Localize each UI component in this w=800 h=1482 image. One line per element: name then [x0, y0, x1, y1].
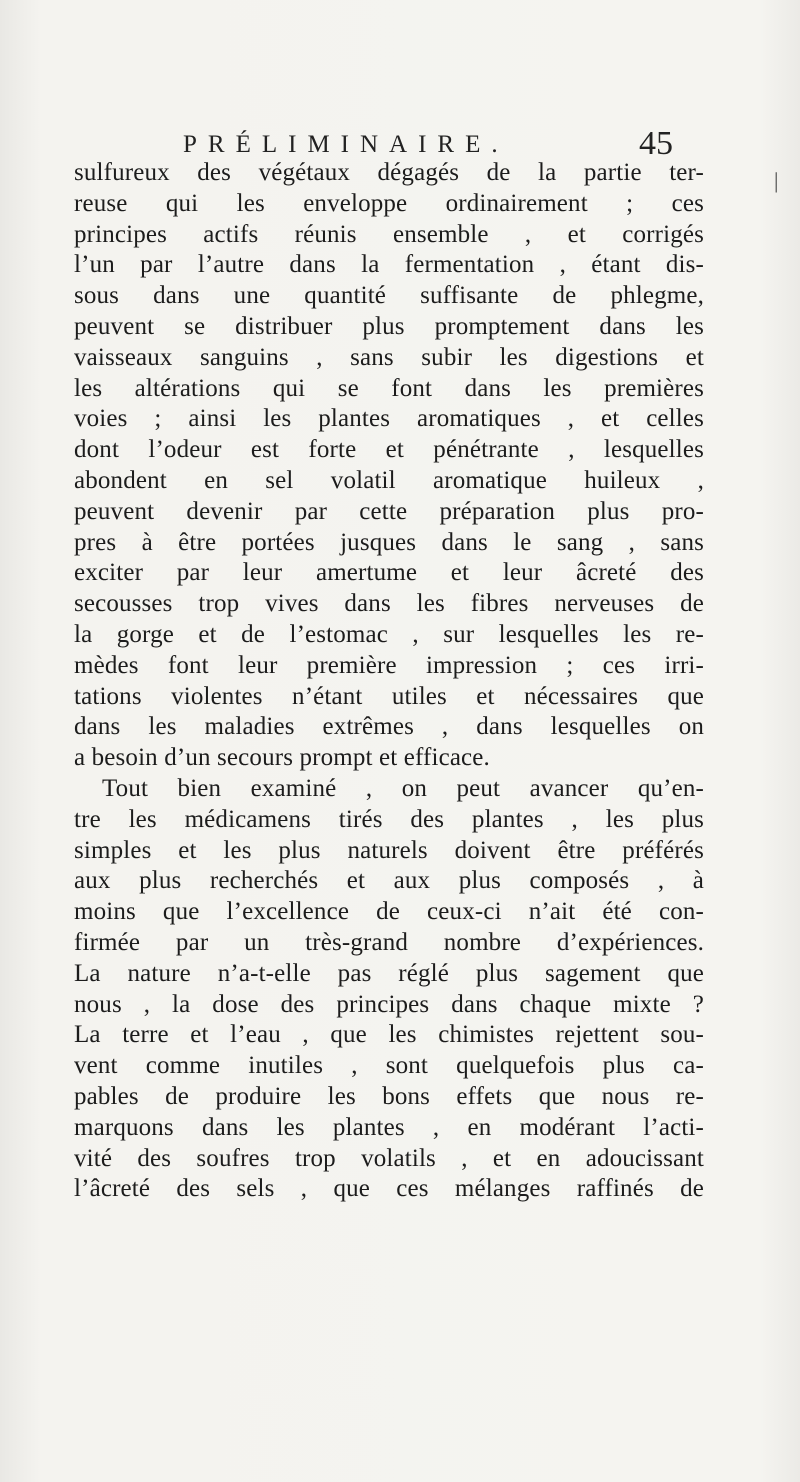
margin-mark: |	[774, 168, 779, 193]
text-line: abondent en sel volatil aromatique huileux ,	[74, 466, 704, 494]
paragraph-first-line: Tout bien examiné , on peut avancer qu’en-	[102, 774, 704, 802]
text-line: mèdes font leur première impression ; ces irri-	[74, 651, 704, 679]
text-line: sous dans une quantité suffisante de phlegme,	[74, 282, 704, 310]
text-line: tre les médicamens tirés des plantes , les plus	[74, 805, 704, 833]
text-line: principes actifs réunis ensemble , et corrigés	[74, 220, 704, 248]
text-line: dont l’odeur est forte et pénétrante , lesquelles	[74, 436, 704, 464]
text-line: sulfureux des végétaux dégagés de la partie ter-	[74, 159, 704, 186]
text-line: dans les maladies extrêmes , dans lesquelles on	[74, 713, 704, 741]
text-line: exciter par leur amertume et leur âcreté des	[74, 559, 704, 587]
text-line: aux plus recherchés et aux plus composés , à	[74, 867, 704, 895]
text-line: nous , la dose des principes dans chaque mixte ?	[74, 990, 704, 1018]
text-line: tations violentes n’étant utiles et nécessaires que	[74, 682, 704, 710]
text-line: La terre et l’eau , que les chimistes rejettent sou-	[74, 1021, 704, 1049]
body-text	[74, 158, 704, 1205]
text-line: la gorge et de l’estomac , sur lesquelles les re-	[74, 620, 704, 648]
text-line: peuvent devenir par cette préparation plus pro-	[74, 497, 704, 525]
text-line: simples et les plus naturels doivent être préférés	[74, 836, 704, 864]
text-line: peuvent se distribuer plus promptement dans les	[74, 312, 704, 340]
text-line: les altérations qui se font dans les premières	[74, 374, 704, 402]
paragraph-last-line: a besoin d’un secours prompt et efficace.	[74, 744, 490, 772]
text-line: moins que l’excellence de ceux-ci n’ait été con-	[74, 898, 704, 926]
text-line: l’âcreté des sels , que ces mélanges raffinés de	[74, 1175, 704, 1203]
text-line: pres à être portées jusques dans le sang , sans	[74, 528, 704, 556]
text-line: firmée par un très-grand nombre d’expériences.	[74, 928, 704, 956]
text-line: secousses trop vives dans les fibres nerveuses de	[74, 590, 704, 618]
text-line: marquons dans les plantes , en modérant l’acti-	[74, 1113, 704, 1141]
text-line: pables de produire les bons effets que nous re-	[74, 1082, 704, 1110]
text-line: vité des soufres trop volatils , et en adoucissant	[74, 1144, 704, 1172]
text-line: reuse qui les enveloppe ordinairement ; ces	[74, 189, 704, 217]
text-line: voies ; ainsi les plantes aromatiques , et celles	[74, 405, 704, 433]
text-line: La nature n’a-t-elle pas réglé plus sagement que	[74, 959, 704, 987]
running-title: PRÉLIMINAIRE.	[183, 131, 509, 158]
text-line: l’un par l’autre dans la fermentation , étant dis-	[74, 251, 704, 279]
text-line: vent comme inutiles , sont quelquefois plus ca-	[74, 1052, 704, 1080]
page-number: 45	[639, 125, 673, 162]
text-line: vaisseaux sanguins , sans subir les digestions et	[74, 343, 704, 371]
